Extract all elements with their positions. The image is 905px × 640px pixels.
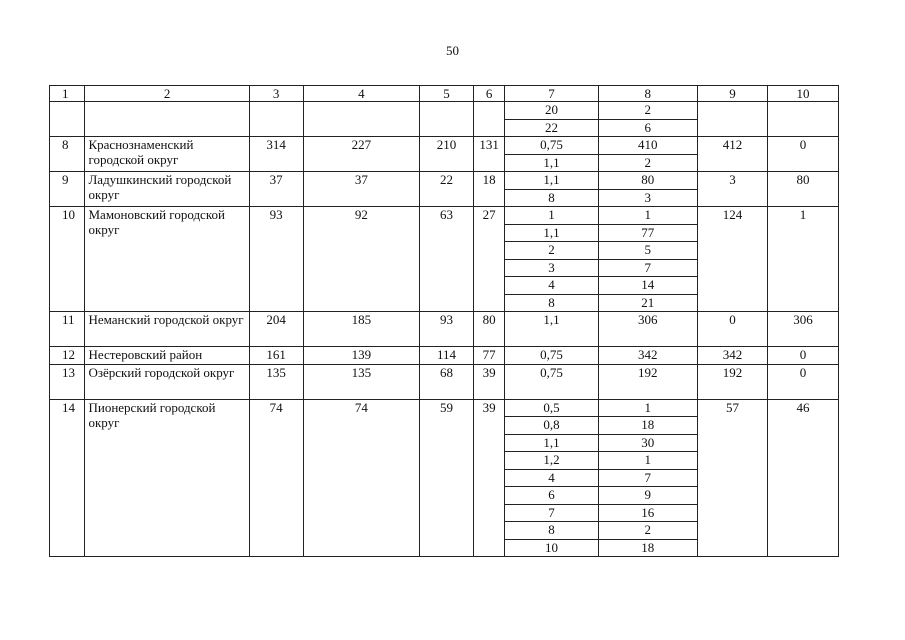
col8-cell: 1 [598, 452, 697, 470]
col7-cell: 22 [505, 119, 598, 137]
col8-cell: 2 [598, 522, 697, 540]
col4-cell: 37 [303, 172, 420, 207]
col8-cell: 192 [598, 364, 697, 399]
col8-cell: 342 [598, 347, 697, 365]
col3-cell: 135 [249, 364, 303, 399]
col9-cell: 192 [697, 364, 767, 399]
col10-cell: 46 [767, 399, 838, 557]
row-number-cell [50, 102, 85, 137]
col4-cell: 92 [303, 207, 420, 312]
col7-cell: 0,75 [505, 364, 598, 399]
col3-cell: 93 [249, 207, 303, 312]
col3-cell [249, 102, 303, 137]
col5-cell: 22 [420, 172, 474, 207]
col3-cell: 161 [249, 347, 303, 365]
col7-cell: 0,75 [505, 137, 598, 155]
header-cell: 8 [598, 86, 697, 102]
district-name-cell: Краснознаменский городской округ [85, 137, 249, 172]
district-name-cell [85, 102, 249, 137]
col8-cell: 6 [598, 119, 697, 137]
col4-cell [303, 102, 420, 137]
table-row [50, 102, 839, 120]
row-number-cell: 11 [50, 312, 85, 347]
col9-cell: 57 [697, 399, 767, 557]
col8-cell: 1 [598, 207, 697, 225]
col6-cell: 77 [473, 347, 504, 365]
col9-cell: 124 [697, 207, 767, 312]
table-row [50, 364, 839, 399]
col8-cell: 1 [598, 399, 697, 417]
table-row [50, 399, 839, 417]
col7-cell: 1,1 [505, 434, 598, 452]
col8-cell: 80 [598, 172, 697, 190]
col7-cell: 0,5 [505, 399, 598, 417]
row-number-cell: 9 [50, 172, 85, 207]
col5-cell: 63 [420, 207, 474, 312]
district-name-cell: Нестеровский район [85, 347, 249, 365]
header-cell: 1 [50, 86, 85, 102]
data-table [49, 85, 839, 557]
col5-cell: 68 [420, 364, 474, 399]
col6-cell: 131 [473, 137, 504, 172]
row-number-cell: 8 [50, 137, 85, 172]
header-row [50, 86, 839, 102]
col8-cell: 306 [598, 312, 697, 347]
col3-cell: 204 [249, 312, 303, 347]
col3-cell: 37 [249, 172, 303, 207]
row-number-cell: 10 [50, 207, 85, 312]
col8-cell: 16 [598, 504, 697, 522]
row-number-cell: 14 [50, 399, 85, 557]
col6-cell: 39 [473, 364, 504, 399]
col8-cell: 30 [598, 434, 697, 452]
row-number-cell: 12 [50, 347, 85, 365]
col9-cell: 342 [697, 347, 767, 365]
col9-cell: 412 [697, 137, 767, 172]
col6-cell: 39 [473, 399, 504, 557]
col7-cell: 1,2 [505, 452, 598, 470]
col8-cell: 2 [598, 154, 697, 172]
col7-cell: 6 [505, 487, 598, 505]
district-name-cell: Мамоновский городской округ [85, 207, 249, 312]
col7-cell: 1,1 [505, 172, 598, 190]
col6-cell [473, 102, 504, 137]
header-cell: 5 [420, 86, 474, 102]
col4-cell: 139 [303, 347, 420, 365]
col5-cell: 93 [420, 312, 474, 347]
col10-cell: 0 [767, 347, 838, 365]
col6-cell: 27 [473, 207, 504, 312]
col7-cell: 10 [505, 539, 598, 557]
col7-cell: 3 [505, 259, 598, 277]
row-number-cell: 13 [50, 364, 85, 399]
col8-cell: 18 [598, 417, 697, 435]
col7-cell: 8 [505, 294, 598, 312]
col7-cell: 1,1 [505, 312, 598, 347]
col8-cell: 410 [598, 137, 697, 155]
table-row [50, 137, 839, 155]
col7-cell: 4 [505, 277, 598, 295]
col7-cell: 20 [505, 102, 598, 120]
col6-cell: 80 [473, 312, 504, 347]
col8-cell: 3 [598, 189, 697, 207]
header-cell: 2 [85, 86, 249, 102]
col8-cell: 5 [598, 242, 697, 260]
district-name-cell: Пионерский городской округ [85, 399, 249, 557]
col9-cell [697, 102, 767, 137]
header-cell: 9 [697, 86, 767, 102]
table-row [50, 172, 839, 190]
col6-cell: 18 [473, 172, 504, 207]
col7-cell: 1,1 [505, 224, 598, 242]
col4-cell: 74 [303, 399, 420, 557]
col8-cell: 21 [598, 294, 697, 312]
page-number: 50 [446, 43, 459, 58]
col7-cell: 8 [505, 189, 598, 207]
col7-cell: 7 [505, 504, 598, 522]
district-name-cell: Неманский городской округ [85, 312, 249, 347]
col4-cell: 135 [303, 364, 420, 399]
col8-cell: 2 [598, 102, 697, 120]
col10-cell: 306 [767, 312, 838, 347]
col10-cell: 0 [767, 137, 838, 172]
col3-cell: 74 [249, 399, 303, 557]
header-cell: 3 [249, 86, 303, 102]
col4-cell: 185 [303, 312, 420, 347]
col10-cell: 1 [767, 207, 838, 312]
col7-cell: 1 [505, 207, 598, 225]
col7-cell: 4 [505, 469, 598, 487]
table-row [50, 347, 839, 365]
col9-cell: 0 [697, 312, 767, 347]
col8-cell: 7 [598, 469, 697, 487]
col8-cell: 14 [598, 277, 697, 295]
header-cell: 6 [473, 86, 504, 102]
header-cell: 4 [303, 86, 420, 102]
header-cell: 10 [767, 86, 838, 102]
col8-cell: 18 [598, 539, 697, 557]
col5-cell [420, 102, 474, 137]
col7-cell: 0,8 [505, 417, 598, 435]
col8-cell: 9 [598, 487, 697, 505]
district-name-cell: Озёрский городской округ [85, 364, 249, 399]
col10-cell [767, 102, 838, 137]
col7-cell: 0,75 [505, 347, 598, 365]
col7-cell: 8 [505, 522, 598, 540]
col10-cell: 0 [767, 364, 838, 399]
col3-cell: 314 [249, 137, 303, 172]
col10-cell: 80 [767, 172, 838, 207]
header-cell: 7 [505, 86, 598, 102]
col5-cell: 114 [420, 347, 474, 365]
col9-cell: 3 [697, 172, 767, 207]
district-name-cell: Ладушкинский городской округ [85, 172, 249, 207]
col7-cell: 1,1 [505, 154, 598, 172]
col5-cell: 210 [420, 137, 474, 172]
col7-cell: 2 [505, 242, 598, 260]
col5-cell: 59 [420, 399, 474, 557]
table-row [50, 312, 839, 347]
col8-cell: 7 [598, 259, 697, 277]
table-row [50, 207, 839, 225]
col8-cell: 77 [598, 224, 697, 242]
col4-cell: 227 [303, 137, 420, 172]
table-body [50, 86, 839, 557]
